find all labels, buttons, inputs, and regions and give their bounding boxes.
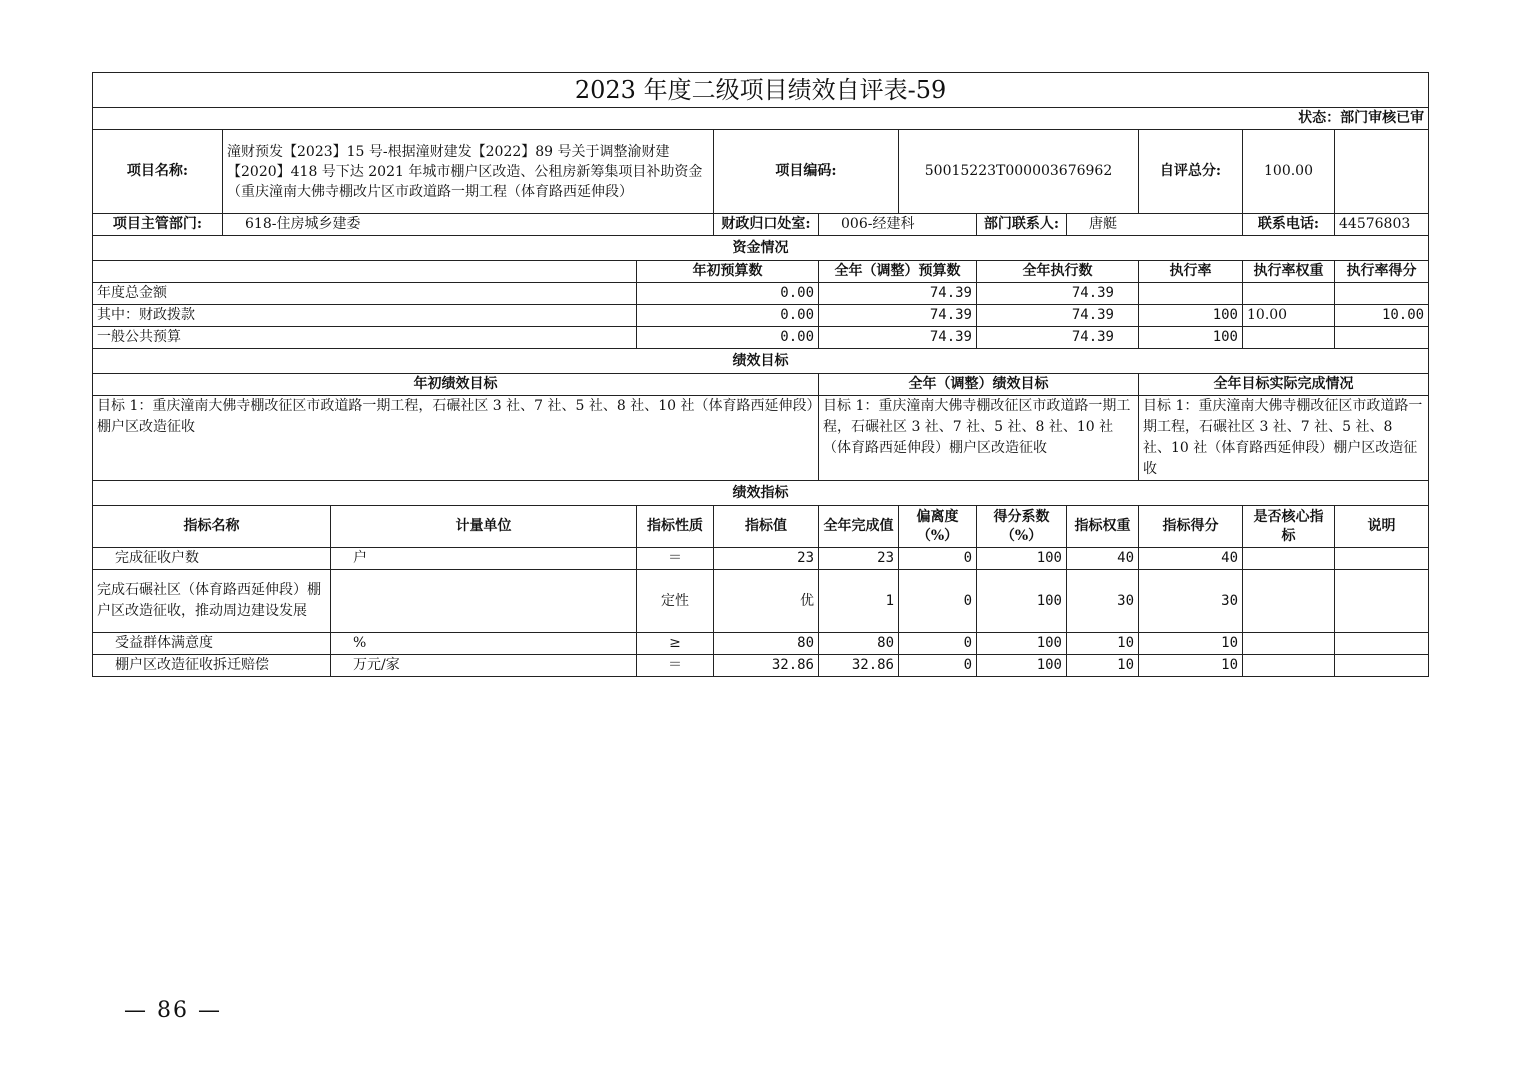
indicator-nature: ＝ [637,548,714,570]
indicator-header: 全年完成值 [819,506,899,548]
funds-score [1335,327,1429,349]
indicator-nature: ＝ [637,655,714,677]
indicator-coefficient: 100 [977,633,1067,655]
indicator-nature: ≥ [637,633,714,655]
funds-row [93,283,1429,305]
indicator-score: 30 [1139,570,1243,633]
funds-row-name: 年度总金额 [93,283,637,305]
funds-initial: 0.00 [637,283,819,305]
indicator-nature: 定性 [637,570,714,633]
self-evaluation-table [92,72,1429,677]
indicator-coefficient: 100 [977,548,1067,570]
funds-initial: 0.00 [637,305,819,327]
indicator-coefficient: 100 [977,655,1067,677]
project-code-value: 50015223T000003676962 [899,130,1139,214]
indicator-name: 受益群体满意度 [93,633,331,655]
funds-header: 执行率得分 [1335,261,1429,283]
indicator-note [1335,633,1429,655]
office-value: 006-经建科 [819,214,977,236]
indicator-unit: % [331,633,637,655]
funds-score [1335,283,1429,305]
goal-adjusted-text: 目标 1：重庆潼南大佛寺棚改征区市政道路一期工程，石碾社区 3 社、7 社、5 社、8 社、10 社（体育路西延伸段）棚户区改造征收 [819,396,1139,481]
page-number: — 86 — [124,998,222,1023]
funds-section-title: 资金情况 [93,236,1429,261]
indicator-unit [331,570,637,633]
indicator-header: 指标性质 [637,506,714,548]
indicator-header: 是否核心指标 [1243,506,1335,548]
funds-executed: 74.39 [977,305,1139,327]
goals-section-title: 绩效目标 [93,349,1429,374]
indicator-value: 80 [714,633,819,655]
indicator-header: 指标权重 [1067,506,1139,548]
indicator-core [1243,548,1335,570]
indicator-deviation: 0 [899,633,977,655]
indicator-note [1335,570,1429,633]
indicator-done: 23 [819,548,899,570]
indicator-name: 完成征收户数 [93,548,331,570]
funds-adjusted: 74.39 [819,305,977,327]
funds-executed: 74.39 [977,327,1139,349]
project-code-label: 项目编码: [714,130,899,214]
indicator-weight: 40 [1067,548,1139,570]
goals-header-adjusted: 全年（调整）绩效目标 [819,374,1139,396]
phone-value: 44576803 [1335,214,1429,236]
indicator-header: 计量单位 [331,506,637,548]
empty-cell [93,261,637,283]
indicator-header: 偏离度（%） [899,506,977,548]
indicator-value: 优 [714,570,819,633]
indicator-done: 1 [819,570,899,633]
indicator-name: 完成石碾社区（体育路西延伸段）棚户区改造征收，推动周边建设发展 [93,570,331,633]
funds-header: 执行率权重 [1243,261,1335,283]
indicators-section-title: 绩效指标 [93,481,1429,506]
goal-initial-text: 目标 1：重庆潼南大佛寺棚改征区市政道路一期工程，石碾社区 3 社、7 社、5 社、8 社、10 社（体育路西延伸段）棚户区改造征收 [93,396,819,481]
indicator-row [93,633,1429,655]
funds-row-name: 其中：财政拨款 [93,305,637,327]
indicator-header: 得分系数（%） [977,506,1067,548]
indicator-weight: 30 [1067,570,1139,633]
status-text: 状态：部门审核已审 [93,108,1429,130]
indicator-deviation: 0 [899,655,977,677]
dept-label: 项目主管部门: [93,214,223,236]
funds-initial: 0.00 [637,327,819,349]
contact-label: 部门联系人: [977,214,1067,236]
indicator-core [1243,633,1335,655]
funds-row-name: 一般公共预算 [93,327,637,349]
indicator-score: 40 [1139,548,1243,570]
self-score-value: 100.00 [1243,130,1335,214]
funds-header: 年初预算数 [637,261,819,283]
indicator-name: 棚户区改造征收拆迁赔偿 [93,655,331,677]
goals-header-actual: 全年目标实际完成情况 [1139,374,1429,396]
goals-header-initial: 年初绩效目标 [93,374,819,396]
indicator-core [1243,655,1335,677]
funds-rate [1139,283,1243,305]
page-title: 2023 年度二级项目绩效自评表-59 [93,73,1429,108]
contact-value: 唐艇 [1067,214,1243,236]
indicator-core [1243,570,1335,633]
indicator-deviation: 0 [899,548,977,570]
indicator-unit: 万元/家 [331,655,637,677]
indicator-row [93,655,1429,677]
indicator-value: 23 [714,548,819,570]
dept-value: 618-住房城乡建委 [223,214,714,236]
indicator-note [1335,655,1429,677]
indicator-coefficient: 100 [977,570,1067,633]
office-label: 财政归口处室: [714,214,819,236]
indicator-done: 32.86 [819,655,899,677]
indicator-header: 指标得分 [1139,506,1243,548]
indicator-deviation: 0 [899,570,977,633]
indicator-value: 32.86 [714,655,819,677]
funds-weight [1243,283,1335,305]
indicator-note [1335,548,1429,570]
indicator-weight: 10 [1067,655,1139,677]
funds-header: 全年执行数 [977,261,1139,283]
funds-rate: 100 [1139,305,1243,327]
funds-executed: 74.39 [977,283,1139,305]
funds-adjusted: 74.39 [819,283,977,305]
funds-adjusted: 74.39 [819,327,977,349]
project-name-label: 项目名称: [93,130,223,214]
indicator-row [93,548,1429,570]
funds-rate: 100 [1139,327,1243,349]
funds-weight: 10.00 [1243,305,1335,327]
funds-score: 10.00 [1335,305,1429,327]
indicator-header: 指标值 [714,506,819,548]
indicator-header: 指标名称 [93,506,331,548]
project-name-value: 潼财预发【2023】15 号-根据潼财建发【2022】89 号关于调整渝财建【2020】418 号下达 2021 年城市棚户区改造、公租房新筹集项目补助资金（重庆潼南大佛寺棚改片区市政道路一期工程（体育路西延伸段） [223,130,714,214]
goal-actual-text: 目标 1：重庆潼南大佛寺棚改征区市政道路一期工程，石碾社区 3 社、7 社、5 社、8 社、10 社（体育路西延伸段）棚户区改造征收 [1139,396,1429,481]
funds-weight [1243,327,1335,349]
funds-header: 执行率 [1139,261,1243,283]
indicator-score: 10 [1139,655,1243,677]
indicator-done: 80 [819,633,899,655]
indicator-score: 10 [1139,633,1243,655]
self-score-label: 自评总分: [1139,130,1243,214]
indicator-weight: 10 [1067,633,1139,655]
indicator-header: 说明 [1335,506,1429,548]
indicator-row [93,570,1429,633]
empty-cell [1335,130,1429,214]
funds-row [93,305,1429,327]
phone-label: 联系电话: [1243,214,1335,236]
funds-header: 全年（调整）预算数 [819,261,977,283]
funds-row [93,327,1429,349]
indicator-unit: 户 [331,548,637,570]
